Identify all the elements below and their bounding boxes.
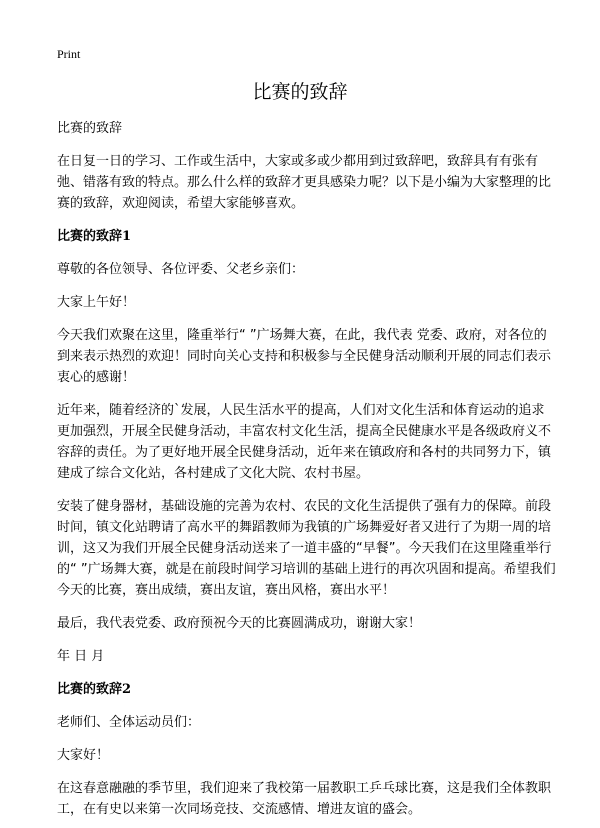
section-1-paragraph: 近年来，随着经济的`发展，人民生活水平的提高，人们对文化生活和体育运动的追求更加强烈，开展全民健身活动，丰富农村文化生活，提高全民健康水平是各级政府义不容辞的责任。为了更好地开展全民健身活动，近年来在镇政府和各村的共同努力下，镇建成了综合文化站，各村建成了文化大院、农村书屋。: [57, 403, 552, 481]
section-1-heading: 比赛的致辞1: [57, 229, 132, 244]
section-2-greeting: 大家好！: [57, 748, 110, 763]
section-1-salutation: 尊敬的各位领导、各位评委、父老乡亲们：: [57, 262, 305, 277]
section-1-paragraph: 安装了健身器材，基础设施的完善为农村、农民的文化生活提供了强有力的保障。前段时间，镇文化站聘请了高水平的舞蹈教师为我镇的广场舞爱好者又进行了为期一周的培训，这又为我们开展全民健身活动送来了一道丰盛的“早餐”。今天我们在这里隆重举行的“ ”广场舞大赛，就是在前段时间学习培训的基础上进行的再次巩固和提高。希望我们今天的比赛，赛出成绩，赛出友谊，赛出风格，赛出水平！: [57, 499, 556, 598]
section-1-paragraph: 今天我们欢聚在这里，隆重举行“ ”广场舞大赛，在此，我代表 党委、政府，对各位的到来表示热烈的欢迎！同时向关心支持和积极参与全民健身活动顺利开展的同志们表示衷心的感谢！: [57, 328, 552, 385]
section-1-date: 年 日 月: [57, 649, 105, 664]
intro-paragraph: 在日复一日的学习、工作或生活中，大家或多或少都用到过致辞吧，致辞具有有张有弛、错落有致的特点。那么什么样的致辞才更具感染力呢？以下是小编为大家整理的比赛的致辞，欢迎阅读，希望大家能够喜欢。: [57, 154, 552, 211]
section-2-salutation: 老师们、全体运动员们：: [57, 715, 201, 730]
section-1-greeting: 大家上午好！: [57, 295, 136, 310]
document-title: 比赛的致辞: [252, 81, 348, 103]
print-label: Print: [57, 47, 81, 61]
document-subtitle: 比赛的致辞: [57, 121, 123, 136]
section-2-paragraph: 在这春意融融的季节里，我们迎来了我校第一届教职工乒乓球比赛，这是我们全体教职工，在有史以来第一次同场竞技、交流感情、增进友谊的盛会。: [57, 781, 552, 817]
document-body: [57, 118, 557, 828]
section-1-closing: 最后，我代表党委、政府预祝今天的比赛圆满成功，谢谢大家！: [57, 616, 422, 631]
section-2-heading: 比赛的致辞2: [57, 682, 132, 697]
